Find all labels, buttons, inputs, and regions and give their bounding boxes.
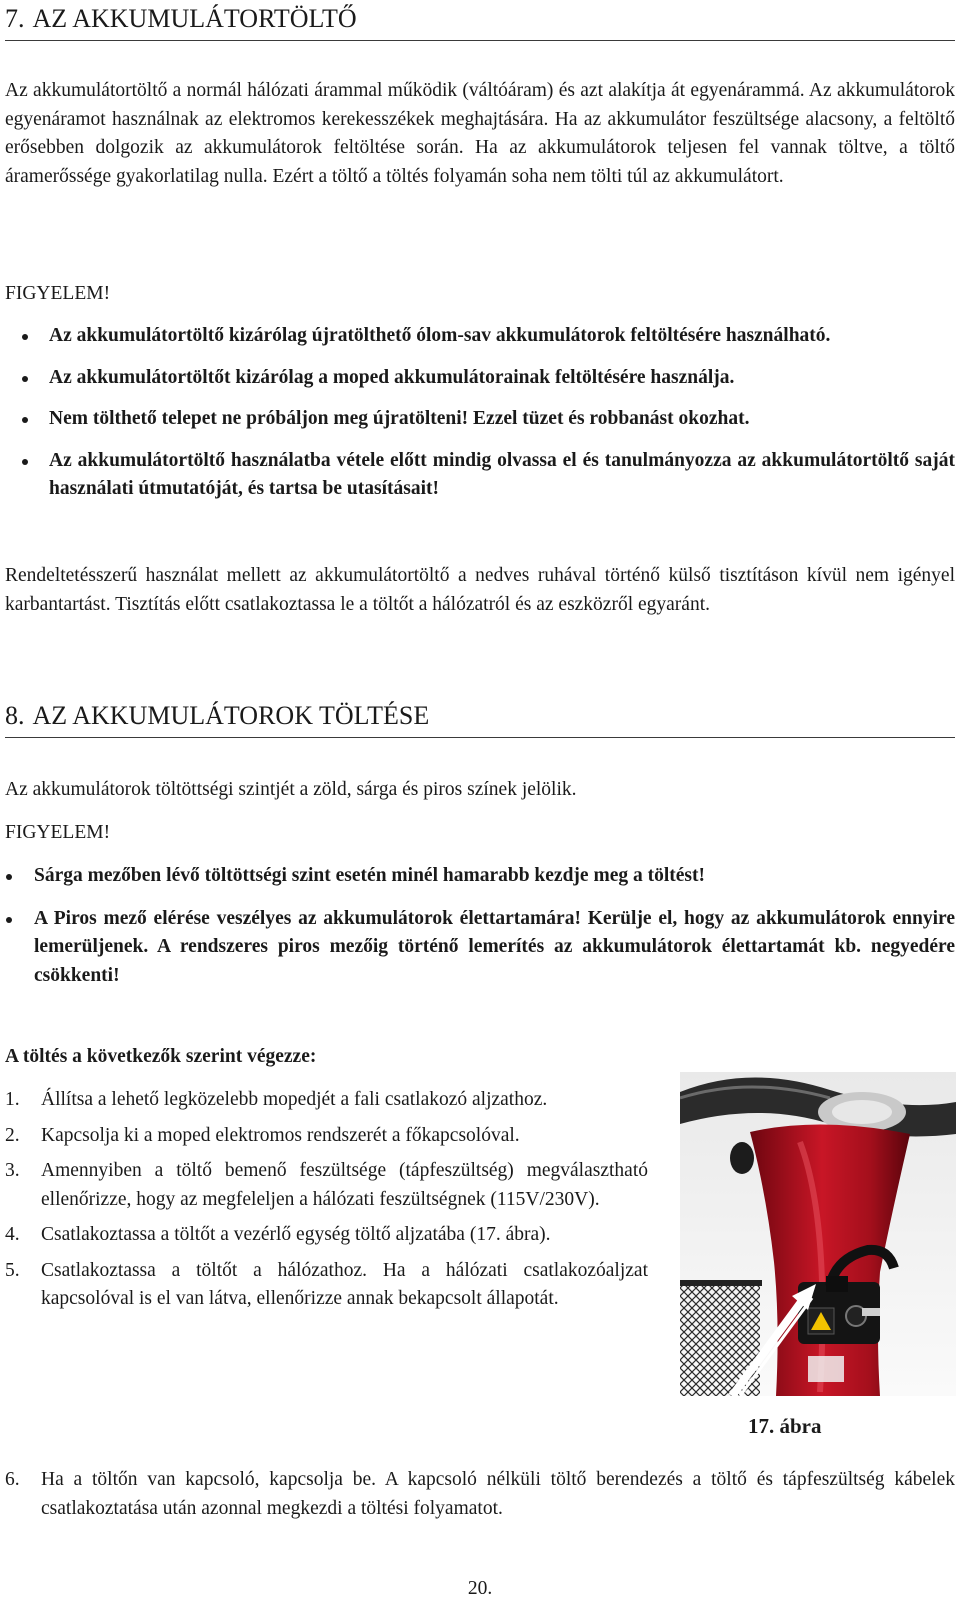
steps-title: A töltés a következők szerint végezze: (5, 1046, 317, 1067)
steps-list (5, 1086, 648, 1314)
scooter-illustration (680, 1072, 956, 1396)
section-7-maintenance: Rendeltetésszerű használat mellett az akkumulátortöltő a nedves ruhával történő külső tisztításon kívül nem igényel karbantartást. Tisztítás előtt csatlakoztassa le a töltőt a hálózatról és az eszközről egyaránt. (5, 565, 955, 615)
step-item: 6. Ha a töltőn van kapcsoló, kapcsolja be. A kapcsoló nélküli töltő berendezés a töltő és tápfeszültség kábelek csatlakoztatása után azonnal megkezdi a töltési folyamatot. (5, 1469, 955, 1519)
section-8-warning-label: FIGYELEM! (5, 822, 111, 843)
bullet-icon (22, 376, 28, 382)
step-item: 2. Kapcsolja ki a moped elektromos rendszerét a főkapcsolóval. (5, 1124, 520, 1146)
section-7-title: AZ AKKUMULÁTORTÖLTŐ (32, 4, 357, 33)
section-8-heading (5, 701, 955, 738)
section-7-warning-label: FIGYELEM! (5, 283, 111, 304)
section-8-number: 8. (5, 701, 25, 730)
step-item: 4. Csatlakoztassa a töltőt a vezérlő egység töltő aljzatába (17. ábra). (5, 1224, 551, 1245)
steps-list-continued (5, 1466, 955, 1523)
charging-socket-photo (680, 1072, 956, 1396)
step-item: 1. Állítsa a lehető legközelebb mopedjét a fali csatlakozó aljzathoz. (5, 1089, 548, 1110)
step-item: 3. Amennyiben a töltő bemenő feszültsége (tápfeszültség) megválasztható ellenőrizze, hogy az megfeleljen a hálózati feszültségnek (115V/230V). (5, 1160, 648, 1210)
bullet-icon (22, 417, 28, 423)
page-number: 20. (467, 1578, 493, 1599)
section-7-warning-list (49, 322, 955, 504)
warning-item: A Piros mező elérése veszélyes az akkumulátorok élettartamára! Kerülje el, hogy az akkumulátorok ennyire lemerüljenek. A rendszeres piros mezőig történő lemerítés az akkumulátorok élettartamát kb. negyedére csökkenti! (34, 905, 955, 991)
bullet-icon (6, 874, 12, 880)
bullet-icon (6, 917, 12, 923)
warning-item: Nem tölthető telepet ne próbáljon meg újratölteni! Ezzel tüzet és robbanást okozhat. (49, 405, 955, 434)
bullet-icon (22, 459, 28, 465)
section-7-intro: Az akkumulátortöltő a normál hálózati árammal működik (váltóáram) és azt alakítja át egyenárammá. Az akkumulátorok egyenáramot használnak az elektromos kerekesszékek meghajtására. Ha az akkumulátor feszültsége alacsony, a feltöltő erősebben dolgozik az akkumulátorok feltöltése során. Ha az akkumulátorok teljesen fel vannak töltve, a töltő áramerőssége gyakorlatilag nulla. Ezért a töltő a töltés folyamán soha nem tölti túl az akkumulátort. (5, 80, 955, 187)
warning-item: Az akkumulátortöltő kizárólag újratölthető ólom-sav akkumulátorok feltöltésére használható. (49, 322, 955, 351)
figure-caption: 17. ábra (748, 1414, 822, 1438)
section-7-number: 7. (5, 4, 25, 33)
warning-item: Az akkumulátortöltő használatba vétele előtt mindig olvassa el és tanulmányozza az akkumulátortöltő saját használati útmutatóját, és tartsa be utasításait! (49, 447, 955, 504)
section-8-intro: Az akkumulátorok töltöttségi szintjét a zöld, sárga és piros színek jelölik. (5, 779, 577, 800)
bullet-icon (22, 334, 28, 340)
section-8-warning-list (34, 862, 955, 990)
warning-item: Az akkumulátortöltőt kizárólag a moped akkumulátorainak feltöltésére használja. (49, 364, 955, 393)
section-7-heading (5, 4, 955, 41)
step-item: 5. Csatlakoztassa a töltőt a hálózathoz. Ha a hálózati csatlakozóaljzat kapcsolóval is el van látva, ellenőrizze annak bekapcsolt állapotát. (5, 1259, 648, 1309)
section-8-title: AZ AKKUMULÁTOROK TÖLTÉSE (32, 701, 430, 730)
warning-item: Sárga mezőben lévő töltöttségi szint esetén minél hamarabb kezdje meg a töltést! (34, 862, 955, 891)
